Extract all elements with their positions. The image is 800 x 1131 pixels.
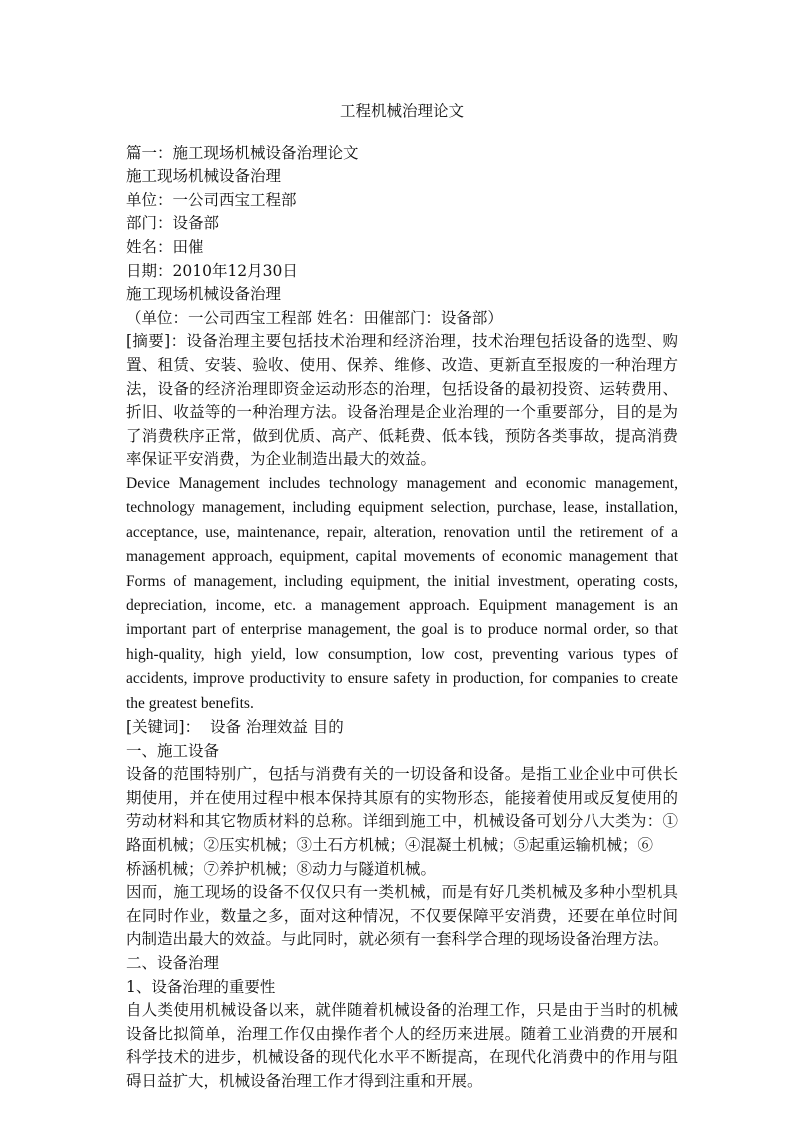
unit-line: 单位：一公司西宝工程部: [126, 190, 297, 209]
section-1-heading: 一、施工设备: [126, 741, 220, 760]
document-body: [126, 100, 678, 1093]
abstract-chinese: [摘要]：设备治理主要包括技术治理和经济治理，技术治理包括设备的选型、购置、租赁、安装、验收、使用、保养、维修、改造、更新直至报废的一种治理方法，设备的经济治理即资金运动形态的治理，包括设备的最初投资、运转费用、折旧、收益等的一种治理方法。设备治理是企业治理的一个重要部分，目的是为了消费秩序正常，做到优质、高产、低耗费、低本钱，预防各类事故，提高消费率保证平安消费，为企业制造出最大的效益。: [126, 332, 678, 469]
section-1-paragraph-continued: 桥涵机械；⑦养护机械；⑧动力与隧道机械。: [126, 859, 437, 878]
department-line: 部门：设备部: [126, 214, 220, 233]
document-title: 工程机械治理论文: [339, 102, 464, 120]
article-heading: 篇一：施工现场机械设备治理论文: [126, 143, 359, 162]
section-1-paragraph-2: 因而，施工现场的设备不仅仅只有一类机械，而是有好几类机械及多种小型机具在同时作业，数量之多，面对这种情况，不仅要保障平安消费，还要在单位时间内制造出最大的效益。与此同时，就必须有一套科学合理的现场设备治理方法。: [126, 883, 678, 949]
article-subtitle: 施工现场机械设备治理: [126, 167, 282, 186]
abstract-english: Device Management includes technology management and economic management, technology management, including equipment selection, purchase, lease, installation, acceptance, use, maintenance, repair, alteration, renovation until the retirement of a management approach, equipment, capital movements of economic management that Forms of management, including equipment, the initial investment, operating costs, depreciation, income, etc. a management approach. Equipment management is an important part of enterprise management, the goal is to produce normal order, so that high-quality, high yield, low consumption, low cost, preventing various types of accidents, improve productivity to ensure safety in production, for companies to create the greatest benefits.: [126, 474, 678, 712]
name-line: 姓名：田催: [126, 237, 204, 256]
author-info-line: （单位：一公司西宝工程部 姓名：田催部门：设备部）: [126, 308, 503, 327]
date-line: 日期：2010年12月30日: [126, 261, 298, 280]
section-2-heading: 二、设备治理: [126, 953, 220, 972]
keywords-line: [关键词]： 设备 治理效益 目的: [126, 717, 344, 736]
article-subtitle-repeat: 施工现场机械设备治理: [126, 285, 282, 304]
section-2-subheading: 1、设备治理的重要性: [126, 977, 276, 996]
section-2-paragraph: 自人类使用机械设备以来，就伴随着机械设备的治理工作，只是由于当时的机械设备比拟简单，治理工作仅由操作者个人的经历来进展。随着工业消费的开展和科学技术的进步，机械设备的现代化水平不断提高，在现代化消费中的作用与阻碍日益扩大，机械设备治理工作才得到注重和开展。: [126, 1001, 678, 1090]
section-1-paragraph: 设备的范围特别广，包括与消费有关的一切设备和设备。是指工业企业中可供长期使用，并在使用过程中根本保持其原有的实物形态，能接着使用或反复使用的劳动材料和其它物质材料的总称。详细到施工中，机械设备可划分八大类为：①路面机械；②压实机械；③土石方机械；④混凝土机械；⑤起重运输机械；⑥: [126, 765, 678, 854]
